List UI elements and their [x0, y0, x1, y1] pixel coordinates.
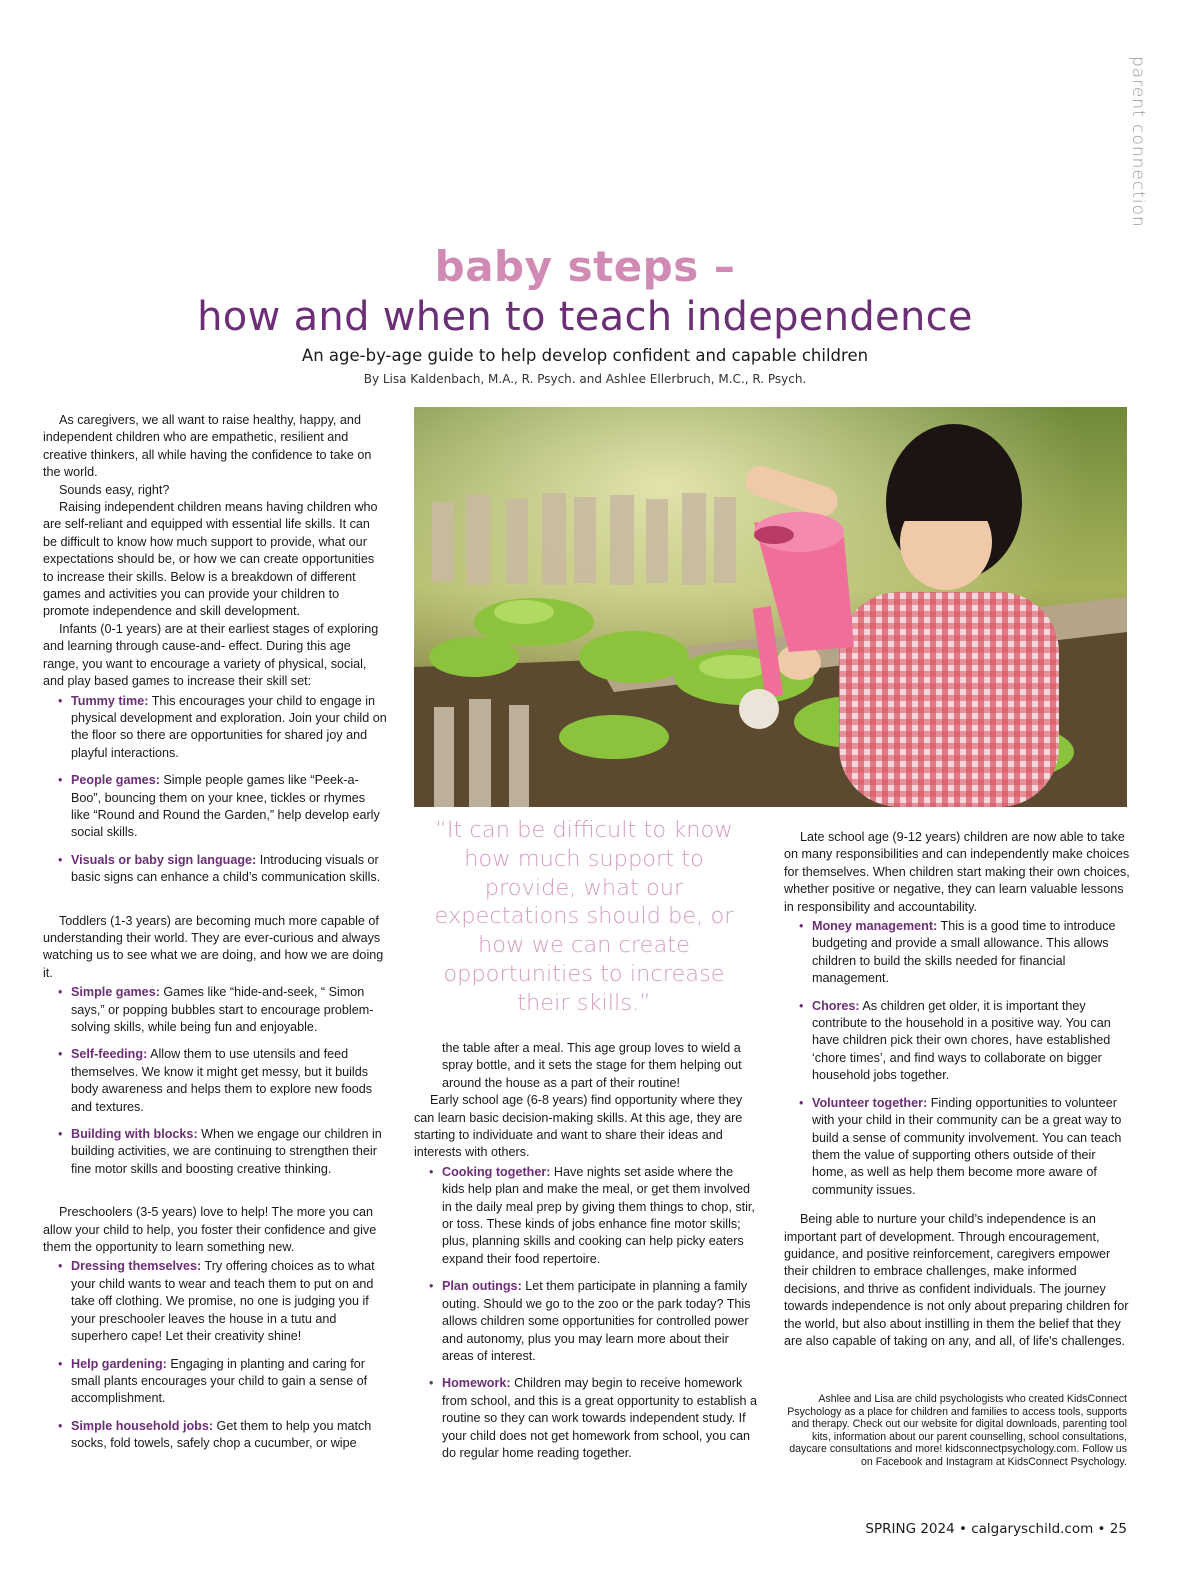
paragraph: Toddlers (1-3 years) are becoming much more capable of understanding their world. They are ever-curious and always watching us to see what we are doing, and how we are doing it.	[43, 913, 384, 980]
list-item: • People games: Simple people games like “Peek-a-Boo”, bouncing them on your knee, tickles or rhymes like “Round and Round the Garden,” help develop early social skills.	[43, 772, 387, 842]
paragraph: Late school age (9-12 years) children are now able to take on many responsibilities and can independently make choices for themselves. When children start making their own choices, whether positive or negative, they can learn valuable lessons in responsibility and accountability.	[784, 830, 1130, 914]
paragraph: Raising independent children means having children who are self-reliant and equipped with essential life skills. It can be difficult to know how much support to provide, what our expectations should be, or how we can create opportunities to increase their skills. Below is a breakdown of different games and activities you can provide your children to promote independence and skill development.	[43, 500, 378, 619]
page-footer: SPRING 2024 • calgaryschild.com • 25	[865, 1521, 1127, 1537]
list-item: • Chores: As children get older, it is important they contribute to the household in a positive way. You can have children pick their own chores, have established ‘chore times’, and find ways to collaborate on bigger household jobs together.	[784, 998, 1130, 1085]
paragraph: Early school age (6-8 years) find opportunity where they can learn basic decision-making skills. At this age, they are starting to individuate and want to share their ideas and interests with others.	[414, 1093, 743, 1160]
early-school-list	[414, 1164, 758, 1463]
late-school-list	[784, 918, 1130, 1199]
article-subtitle: An age-by-age guide to help develop confident and capable children	[301, 346, 869, 365]
list-item: • Cooking together: Have nights set aside where the kids help plan and make the meal, or get them involved in the daily meal prep by giving them things to chop, stir, or toss. These kinds of jobs enhance fine motor skills; plus, planning skills and cooking can help picky eaters expand their food repertoire.	[414, 1164, 758, 1268]
list-item: • Help gardening: Engaging in planting and caring for small plants encourages your child to gain a sense of accomplishment.	[43, 1356, 387, 1408]
preschool-list	[43, 1258, 387, 1452]
list-item: • Simple games: Games like “hide-and-seek, “ Simon says,” or popping bubbles start to encourage problem-solving skills, while being fun and enjoyable.	[43, 984, 387, 1036]
list-item: • Visuals or baby sign language: Introducing visuals or basic signs can enhance a child’s communication skills.	[43, 852, 387, 887]
paragraph: Infants (0-1 years) are at their earliest stages of exploring and learning through cause-and- effect. During this age range, you want to encourage a variety of physical, social, and play based games to increase their skill set:	[43, 621, 379, 689]
list-item: • Money management: This is a good time to introduce budgeting and provide a small allowance. This allows children to build the skills needed for financial management.	[784, 918, 1130, 988]
article-byline: By Lisa Kaldenbach, M.A., R. Psych. and Ashlee Ellerbruch, M.C., R. Psych.	[363, 372, 807, 386]
list-item: • Self-feeding: Allow them to use utensils and feed themselves. We know it might get messy, but it builds body awareness and helps them to explore new foods and textures.	[43, 1046, 387, 1116]
list-item: • Dressing themselves: Try offering choices as to what your child wants to wear and teach them to put on and take off clothing. We promise, no one is judging you if your preschooler leaves the house in a tutu and superhero cape! Let their creativity shine!	[43, 1258, 387, 1345]
article-photo	[414, 407, 1127, 807]
paragraph: Preschoolers (3-5 years) love to help! The more you can allow your child to help, you foster their confidence and give them the opportunity to learn something new.	[43, 1205, 377, 1255]
infant-list	[43, 693, 387, 887]
garden-photo-illustration	[414, 407, 1127, 807]
paragraph-continued: the table after a meal. This age group loves to wield a spray bottle, and it sets the stage for them helping out around the house as a part of their routine!	[442, 1041, 742, 1090]
section-label: parent connection	[1128, 56, 1148, 228]
list-item: • Building with blocks: When we engage our children in building activities, we are continuing to strengthen their fine motor skills and boosting creative thinking.	[43, 1126, 387, 1178]
column-2	[414, 1040, 758, 1474]
article-title-line1: baby steps –	[434, 242, 736, 291]
paragraph: Sounds easy, right?	[59, 482, 170, 497]
paragraph: Being able to nurture your child’s independence is an important part of development. Through encouragement, guidance, and positive reinforcement, caregivers empower their children to embrace challenges, make informed decisions, and thrive as confident individuals. The journey towards independence is not only about preparing children for the world, but also about instilling in them the belief that they are also capable of taking on any, and all, of life's challenges.	[784, 1212, 1129, 1348]
list-item: • Volunteer together: Finding opportunities to volunteer with your child in their community can be a great way to build a sense of community involvement. You can teach them the value of supporting others outside of their home, as well as help them become more aware of community issues.	[784, 1095, 1130, 1199]
toddler-list	[43, 984, 387, 1178]
list-item: • Plan outings: Let them participate in planning a family outing. Should we go to the zoo or the park today? This allows children some opportunities for controlled power and autonomy, plus you may learn more about their areas of interest.	[414, 1278, 758, 1365]
column-1	[43, 412, 387, 1465]
column-3	[784, 829, 1130, 1350]
article-title-line2: how and when to teach independence	[197, 294, 973, 340]
pull-quote: “It can be difficult to know how much support to provide, what our expectations should be, or how we can create opportunities to increase their skills.”	[434, 817, 734, 1016]
list-item: • Simple household jobs: Get them to help you match socks, fold towels, safely chop a cucumber, or wipe	[43, 1418, 387, 1453]
list-item: • Tummy time: This encourages your child to engage in physical development and exploration. Join your child on the floor so there are opportunities for shared joy and playful interactions.	[43, 693, 387, 763]
author-bio: Ashlee and Lisa are child psychologists who created KidsConnect Psychology as a place for children and families to access tools, supports and therapy. Check out our website for digital downloads, parenting tool kits, information about our parent counselling, school consultations, daycare consultations and more! kidsconnectpsychology.com. Follow us on Facebook and Instagram at KidsConnect Psychology.	[787, 1393, 1127, 1468]
list-item: • Homework: Children may begin to receive homework from school, and this is a great opportunity to establish a routine so they can work towards independent study. If your child does not get homework from school, you can do regular home reading together.	[414, 1375, 758, 1462]
paragraph: As caregivers, we all want to raise healthy, happy, and independent children who are empathetic, resilient and creative thinkers, all while having the confidence to take on the world.	[43, 413, 372, 480]
